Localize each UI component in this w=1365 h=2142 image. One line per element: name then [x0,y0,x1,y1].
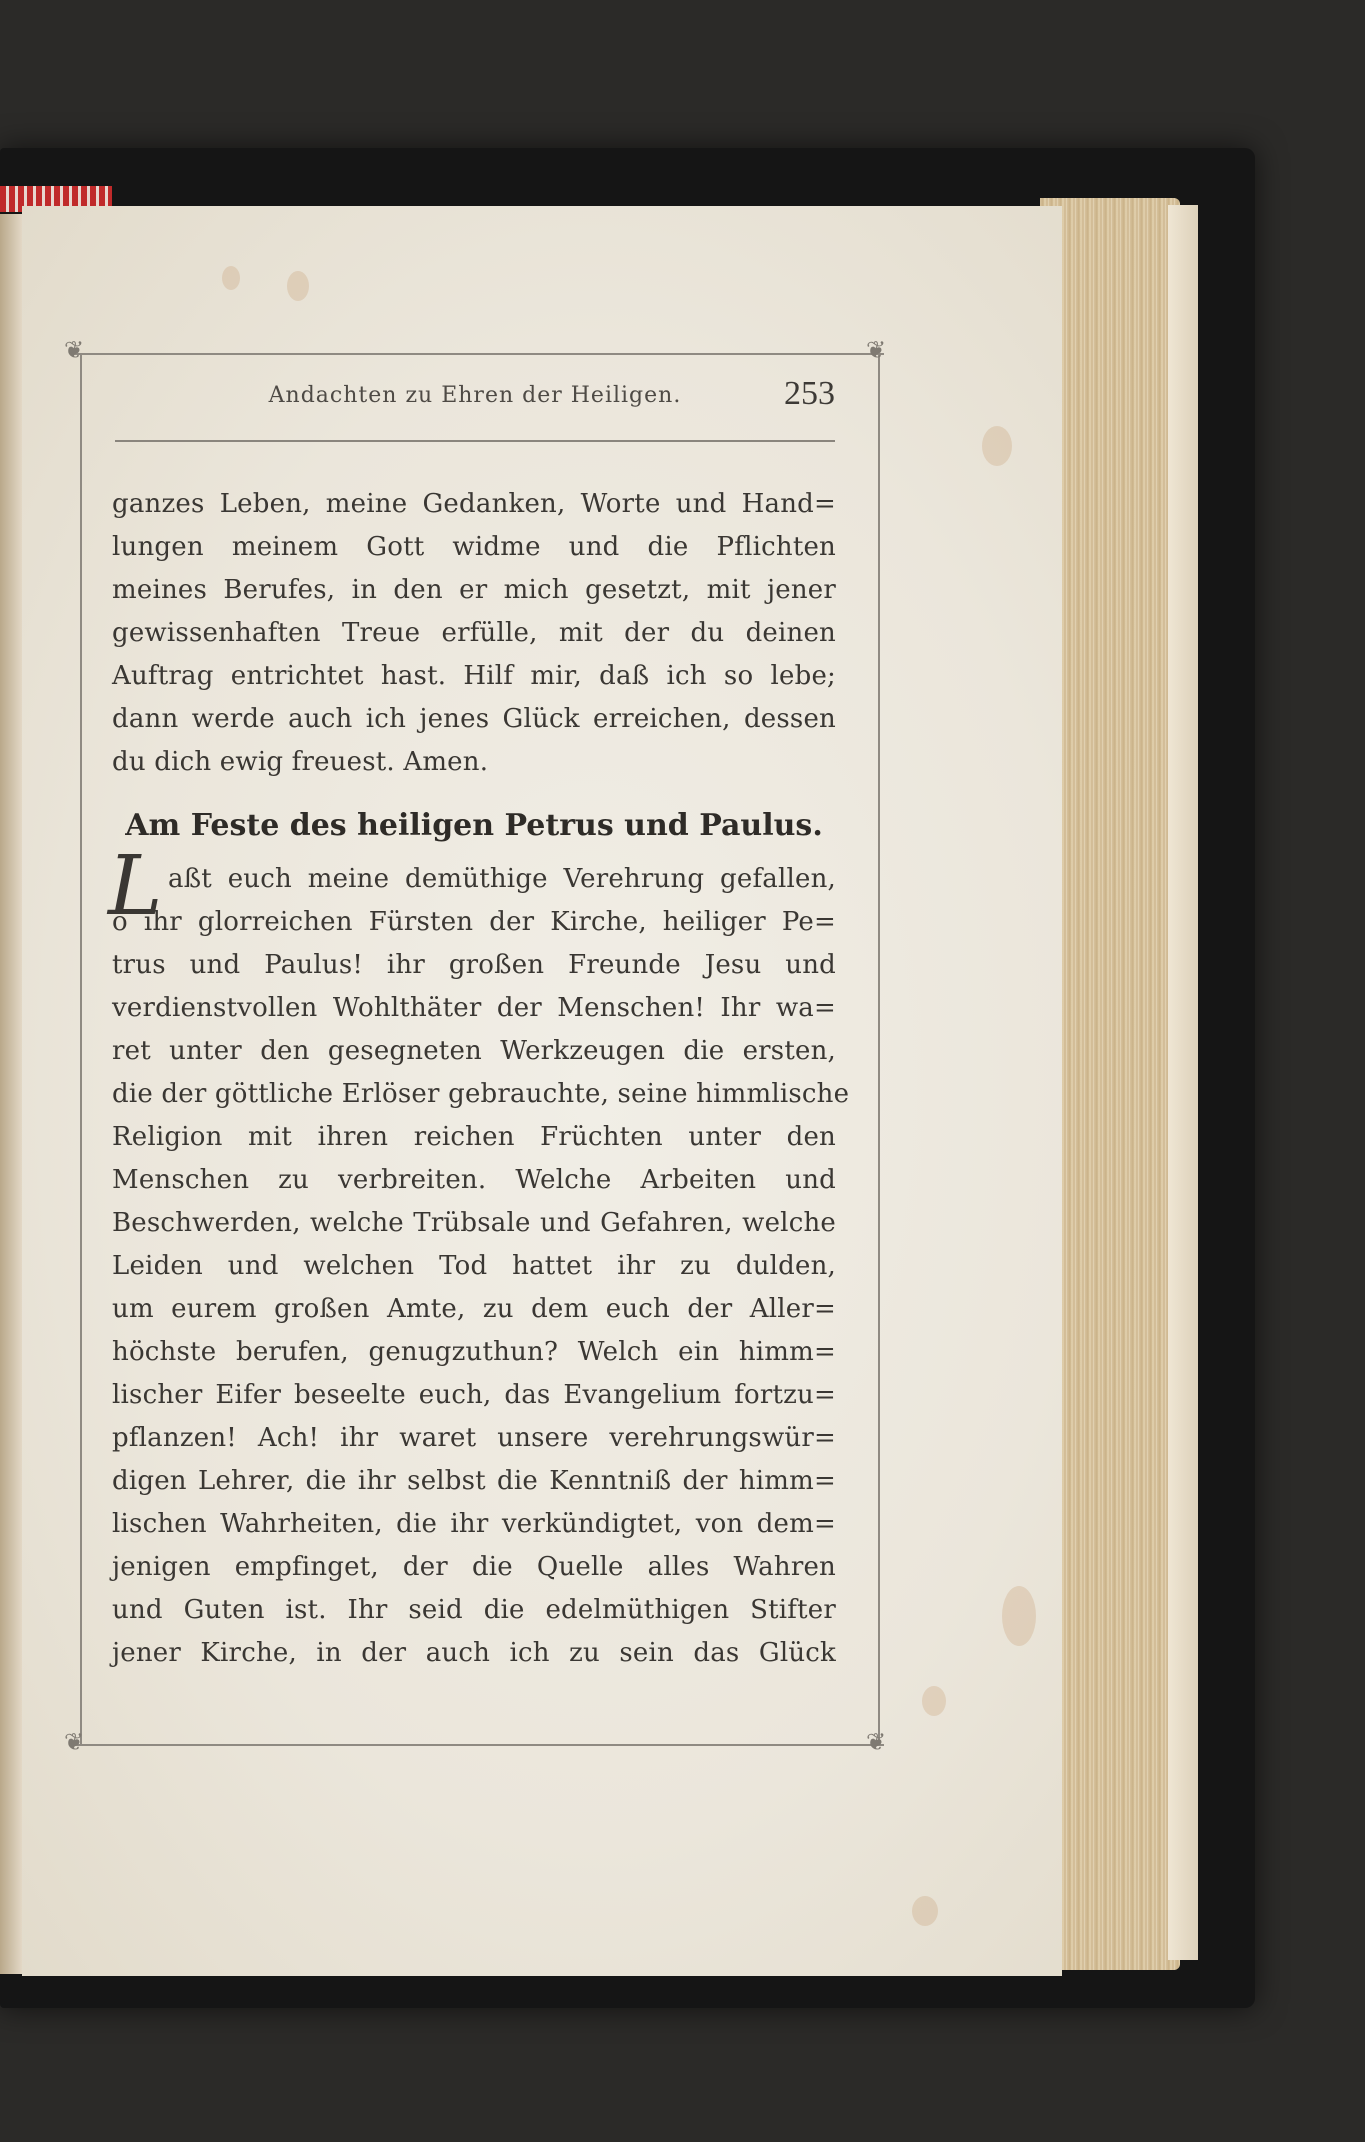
text-line: lungen meinem Gott widme und die Pflichten [112,532,836,562]
text-line: meines Berufes, in den er mich gesetzt, mit jener [112,575,836,605]
foxing-spot [1002,1586,1036,1646]
frame-bottom-rule [72,1744,884,1746]
frame-top-rule [72,353,884,355]
facing-page-edge [0,214,24,1974]
foxing-spot [982,426,1012,466]
text-line: Leiden und welchen Tod hattet ihr zu dulden, [112,1251,836,1281]
text-line: digen Lehrer, die ihr selbst die Kenntniß der himm= [112,1466,836,1496]
text-line: lischer Eifer beseelte euch, das Evangelium fortzu= [112,1380,836,1410]
text-line: pflanzen! Ach! ihr waret unsere verehrungswür= [112,1423,836,1453]
section-heading: Am Feste des heiligen Petrus und Paulus. [125,808,823,843]
first-line-text: aßt euch meine demüthige Verehrung gefallen, [168,864,836,894]
text-line: um eurem großen Amte, zu dem euch der Aller= [112,1294,836,1324]
foxing-spot [912,1896,938,1926]
text-line: jenigen empfinget, der die Quelle alles Wahren [112,1552,836,1582]
header-rule [115,440,835,442]
foxing-spot [922,1686,946,1716]
text-line: höchste berufen, genugzuthun? Welch ein himm= [112,1337,836,1367]
text-line: o ihr glorreichen Fürsten der Kirche, heiliger Pe= [112,907,836,937]
text-line: Auftrag entrichtet hast. Hilf mir, daß ich so lebe; [112,661,836,691]
text-line: und Guten ist. Ihr seid die edelmüthigen Stifter [112,1595,836,1625]
body-text [108,483,850,1675]
foxing-spot [222,266,240,290]
page-header [115,375,835,415]
page-number: 253 [784,375,835,412]
text-line: die der göttliche Erlöser gebrauchte, seine himmlische [112,1079,850,1109]
text-line: dann werde auch ich jenes Glück erreichen, dessen [112,704,836,734]
text-line: Menschen zu verbreiten. Welche Arbeiten und [112,1165,836,1195]
corner-ornament-icon: ❦ [866,1728,887,1756]
text-line: trus und Paulus! ihr großen Freunde Jesu und [112,950,836,980]
corner-ornament-icon: ❦ [64,336,85,364]
corner-ornament-icon: ❦ [866,336,887,364]
text-line: Beschwerden, welche Trübsale und Gefahren, welche [112,1208,836,1238]
text-line: lischen Wahrheiten, die ihr verkündigtet, von dem= [112,1509,836,1539]
text-line: gewissenhaften Treue erfülle, mit der du deinen [112,618,836,648]
running-head: Andachten zu Ehren der Heiligen. [268,383,682,408]
text-line: ret unter den gesegneten Werkzeugen die ersten, [112,1036,836,1066]
text-line: verdienstvollen Wohlthäter der Menschen! Ihr wa= [112,993,836,1023]
drop-cap: L [108,839,163,934]
text-line: jener Kirche, in der auch ich zu sein das Glück [112,1638,836,1668]
foxing-spot [287,271,309,301]
text-line: du dich ewig freuest. Amen. [112,747,489,777]
text-line: ganzes Leben, meine Gedanken, Worte und Hand= [112,489,836,519]
page-edges-front [1168,205,1198,1960]
corner-ornament-icon: ❦ [64,1728,85,1756]
text-line: Religion mit ihren reichen Früchten unter den [112,1122,836,1152]
